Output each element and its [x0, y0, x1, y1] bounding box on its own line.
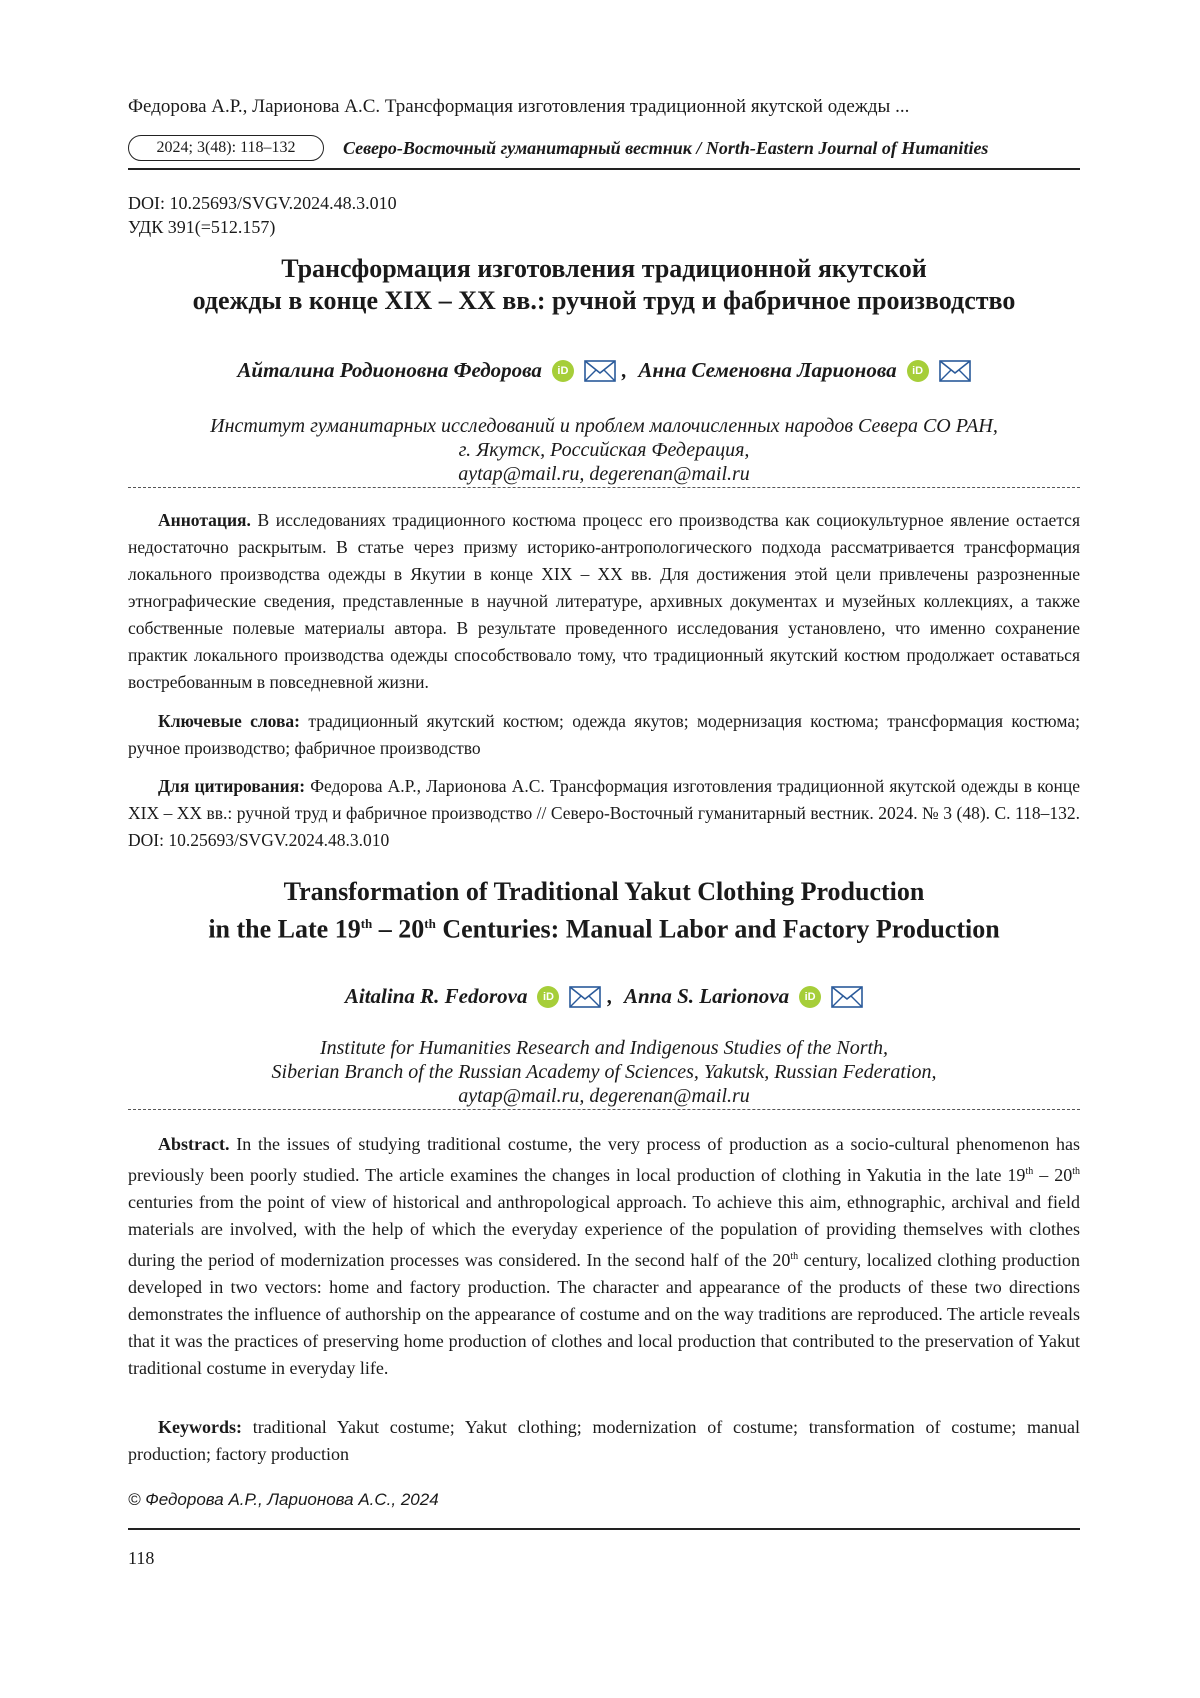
mail-icon[interactable] — [939, 360, 971, 382]
author-1-ru — [237, 358, 616, 383]
orcid-icon[interactable]: iD — [537, 986, 559, 1008]
keywords-label: Ключевые слова: — [158, 711, 300, 731]
abstract-label: Abstract. — [158, 1134, 230, 1154]
affiliation-en — [128, 1036, 1080, 1108]
running-title: Федорова А.Р., Ларионова А.С. Трансформация изготовления традиционной якутской одежды ... — [128, 96, 910, 117]
affiliation-line: Институт гуманитарных исследований и проблем малочисленных народов Севера СО РАН, — [210, 415, 998, 437]
author-name: Анна Семеновна Ларионова — [638, 358, 897, 382]
authors-ru: Айталина Родионовна Федорова iD , Анна Семеновна Ларионова iD — [128, 358, 1080, 383]
author-2-ru — [638, 358, 970, 383]
issue-badge: 2024; 3(48): 118–132 — [128, 135, 324, 161]
keywords-ru — [128, 708, 1080, 762]
issue-row — [128, 134, 1080, 170]
author-1-en — [345, 984, 602, 1009]
copyright: © Федорова А.Р., Ларионова А.С., 2024 — [128, 1490, 439, 1509]
title-en-line1: Transformation of Traditional Yakut Clothing Production — [283, 877, 925, 906]
affiliation-line: г. Якутск, Российская Федерация, — [458, 439, 750, 461]
orcid-icon[interactable]: iD — [552, 360, 574, 382]
page-number: 118 — [128, 1548, 155, 1568]
authors-en: Aitalina R. Fedorova iD , Anna S. Larionova iD — [128, 984, 1080, 1009]
title-ru-line1: Трансформация изготовления традиционной якутской — [281, 254, 927, 283]
orcid-icon[interactable]: iD — [907, 360, 929, 382]
keywords-label: Keywords: — [158, 1417, 242, 1437]
keywords-en — [128, 1414, 1080, 1468]
affiliation-emails[interactable]: aytap@mail.ru, degerenan@mail.ru — [458, 1085, 750, 1107]
affiliation-line: Siberian Branch of the Russian Academy of Sciences, Yakutsk, Russian Federation, — [271, 1061, 937, 1083]
keywords-text: традиционный якутский костюм; одежда якутов; модернизация костюма; трансформация костюма; ручное производство; фабричное производство — [128, 711, 1080, 758]
citation-text: Федорова А.Р., Ларионова А.С. Трансформация изготовления традиционной якутской одежды в конце XIX – XX вв.: ручной труд и фабричное производство // Северо-Восточный гуманитарный вестник. 2024. № 3 (48). С. 118–132. DOI: 10.25693/SVGV.2024.48.3.010 — [128, 776, 1080, 850]
affiliation-ru — [128, 414, 1080, 486]
mail-icon[interactable] — [831, 986, 863, 1008]
keywords-text: traditional Yakut costume; Yakut clothing; modernization of costume; transformation of costume; manual production; factory production — [128, 1417, 1080, 1464]
mail-icon[interactable] — [569, 986, 601, 1008]
journal-name: Северо-Восточный гуманитарный вестник / North-Eastern Journal of Humanities — [343, 138, 989, 158]
mail-icon[interactable] — [584, 360, 616, 382]
orcid-icon[interactable]: iD — [799, 986, 821, 1008]
doi[interactable]: DOI: 10.25693/SVGV.2024.48.3.010 — [128, 193, 397, 213]
author-2-en — [624, 984, 863, 1009]
abstract-text: В исследованиях традиционного костюма процесс его производства как социокультурное явление остается недостаточно раскрытым. В статье через призму историко-антропологического подхода рассматривается трансформация локального производства одежды в Якутии в конце XIX – XX вв. Для достижения этой цели привлечены разрозненные этнографические сведения, представленные в научной литературе, архивных документах и музейных коллекциях, а также собственные полевые материалы автора. В результате проведенного исследования установлено, что именно сохранение практик локального производства одежды способствовало тому, что традиционный якутский костюм продолжает оставаться востребованным в повседневной жизни. — [128, 510, 1080, 692]
footer-divider — [128, 1528, 1080, 1530]
article-page — [128, 0, 1080, 1698]
dashed-divider — [128, 487, 1080, 488]
citation-label: Для цитирования: — [158, 776, 306, 796]
title-ru — [128, 253, 1080, 317]
abstract-en: Abstract. In the issues of studying traditional costume, the very process of production as a socio-cultural phenomenon has previously been poorly studied. The article examines the changes in local production of clothing in Yakutia in the late 19th – 20th centuries from the point of view of historical and anthropological approach. To achieve this aim, ethnographic, archival and field materials are involved, with the help of which the everyday experience of the population of providing themselves with clothes during the period of modernization processes was considered. In the second half of the 20th century, localized clothing production developed in two vectors: home and factory production. The character and appearance of the products of these two directions demonstrates the influence of authorship on the appearance of costume and on the way traditions are reproduced. The article reveals that it was the practices of preserving home production of clothes and local production that contributed to the preservation of Yakut traditional costume in everyday life. — [128, 1134, 1080, 1378]
author-name: Aitalina R. Fedorova — [344, 984, 528, 1008]
title-en-line2: in the Late 19th – 20th Centuries: Manual Labor and Factory Production — [208, 914, 1000, 944]
abstract-label: Аннотация. — [158, 510, 251, 530]
udk: УДК 391(=512.157) — [128, 217, 276, 237]
affiliation-emails[interactable]: aytap@mail.ru, degerenan@mail.ru — [458, 463, 750, 485]
dashed-divider — [128, 1109, 1080, 1110]
citation-ru — [128, 773, 1080, 854]
abstract-ru — [128, 507, 1080, 696]
affiliation-line: Institute for Humanities Research and Indigenous Studies of the North, — [319, 1037, 889, 1059]
doi-block — [128, 191, 397, 239]
title-ru-line2: одежды в конце XIX – XX вв.: ручной труд и фабричное производство — [192, 286, 1016, 315]
author-name: Айталина Родионовна Федорова — [237, 358, 542, 382]
title-en — [128, 876, 1080, 946]
author-name: Anna S. Larionova — [623, 984, 790, 1008]
